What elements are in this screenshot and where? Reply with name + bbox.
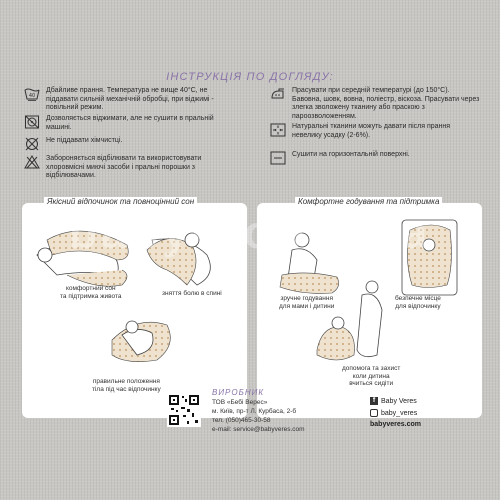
manufacturer-email: e-mail: service@babyveres.com	[212, 426, 305, 433]
tumble-dry-prohibited-icon	[24, 115, 40, 129]
manufacturer-title: ВИРОБНИК	[212, 388, 265, 397]
care-item-iron	[270, 87, 480, 121]
care-text-wash: Дбайливе прання. Температура не вище 40°С, не піддавати сильній механічній обробці, при віджимі - повільний режим.	[46, 87, 214, 111]
care-text-bleach: Забороняється відбілювати та використовувати хлоровмісні миючі засоби і пральні порошки з відбілювачами.	[46, 155, 202, 179]
care-text-tumble: Дозволяється віджимати, але не сушити в пральній машині.	[46, 115, 214, 131]
manufacturer-phone: тел. (050)465-30-58	[212, 417, 271, 424]
sleep-title: Якісний відпочинок та повноцінний сон	[44, 197, 197, 206]
watermark: baby-boom.ua	[68, 206, 432, 258]
care-item-dryflat	[270, 151, 480, 165]
manufacturer-company: ТОВ «Бебі Верес»	[212, 399, 268, 406]
care-text-dryclean: Не піддавати хімчистці.	[46, 137, 123, 144]
feeding-caption-1: зручне годування для мами і дитини	[279, 295, 335, 310]
sleep-caption-3: правильне положення тіла під час відпочинку	[92, 378, 161, 393]
svg-text:40: 40	[28, 93, 36, 99]
website-link[interactable]: babyveres.com	[370, 421, 421, 428]
wash-40-icon	[24, 87, 40, 101]
qr-code-icon	[167, 393, 201, 427]
care-item-wash	[24, 87, 239, 113]
facebook-link[interactable]: f Baby Veres	[370, 397, 417, 405]
iron-medium-icon	[270, 87, 286, 101]
care-item-bleach	[24, 155, 239, 181]
feeding-caption-2: безпечне місце для відпочинку	[395, 295, 441, 310]
feeding-title: Комфортне годування та підтримка	[295, 197, 442, 206]
care-title: ІНСТРУКЦІЯ ПО ДОГЛЯДУ:	[166, 71, 334, 83]
care-text-shrink: Натуральні тканини можуть давати після прання невелику усадку (2-6%).	[292, 123, 451, 139]
care-item-dryclean	[24, 137, 239, 151]
sleep-caption-2: зняття болю в спині	[162, 290, 222, 297]
care-item-tumble	[24, 115, 239, 132]
no-dry-clean-icon	[24, 137, 40, 151]
feeding-caption-3: допомога та захист коли дитина вчиться сидіти	[342, 365, 401, 387]
manufacturer-footer	[12, 385, 488, 445]
sleep-illustrations	[27, 215, 242, 405]
no-bleach-icon	[24, 155, 40, 169]
care-text-iron: Прасувати при середній температурі (до 150°С). Бавовна, шовк, вовна, поліестр, віскоза. Прасувати через злегка зволожену тканину або праскою з пароозволоженням.	[292, 87, 480, 120]
care-item-shrink	[270, 123, 480, 140]
care-text-dryflat: Сушити на горизонтальній поверхні.	[292, 151, 410, 158]
manufacturer-address: м. Київ, пр-т Л. Курбаса, 2-б	[212, 408, 297, 415]
care-instructions	[12, 55, 488, 190]
sleep-caption-1: комфортний сон та підтримка живота	[60, 285, 122, 300]
label-card	[12, 55, 488, 475]
dry-flat-icon	[270, 151, 286, 165]
instagram-link[interactable]: baby_veres	[370, 409, 417, 417]
facebook-icon: f	[370, 397, 378, 405]
shrink-icon	[270, 123, 286, 137]
instagram-icon	[370, 409, 378, 417]
